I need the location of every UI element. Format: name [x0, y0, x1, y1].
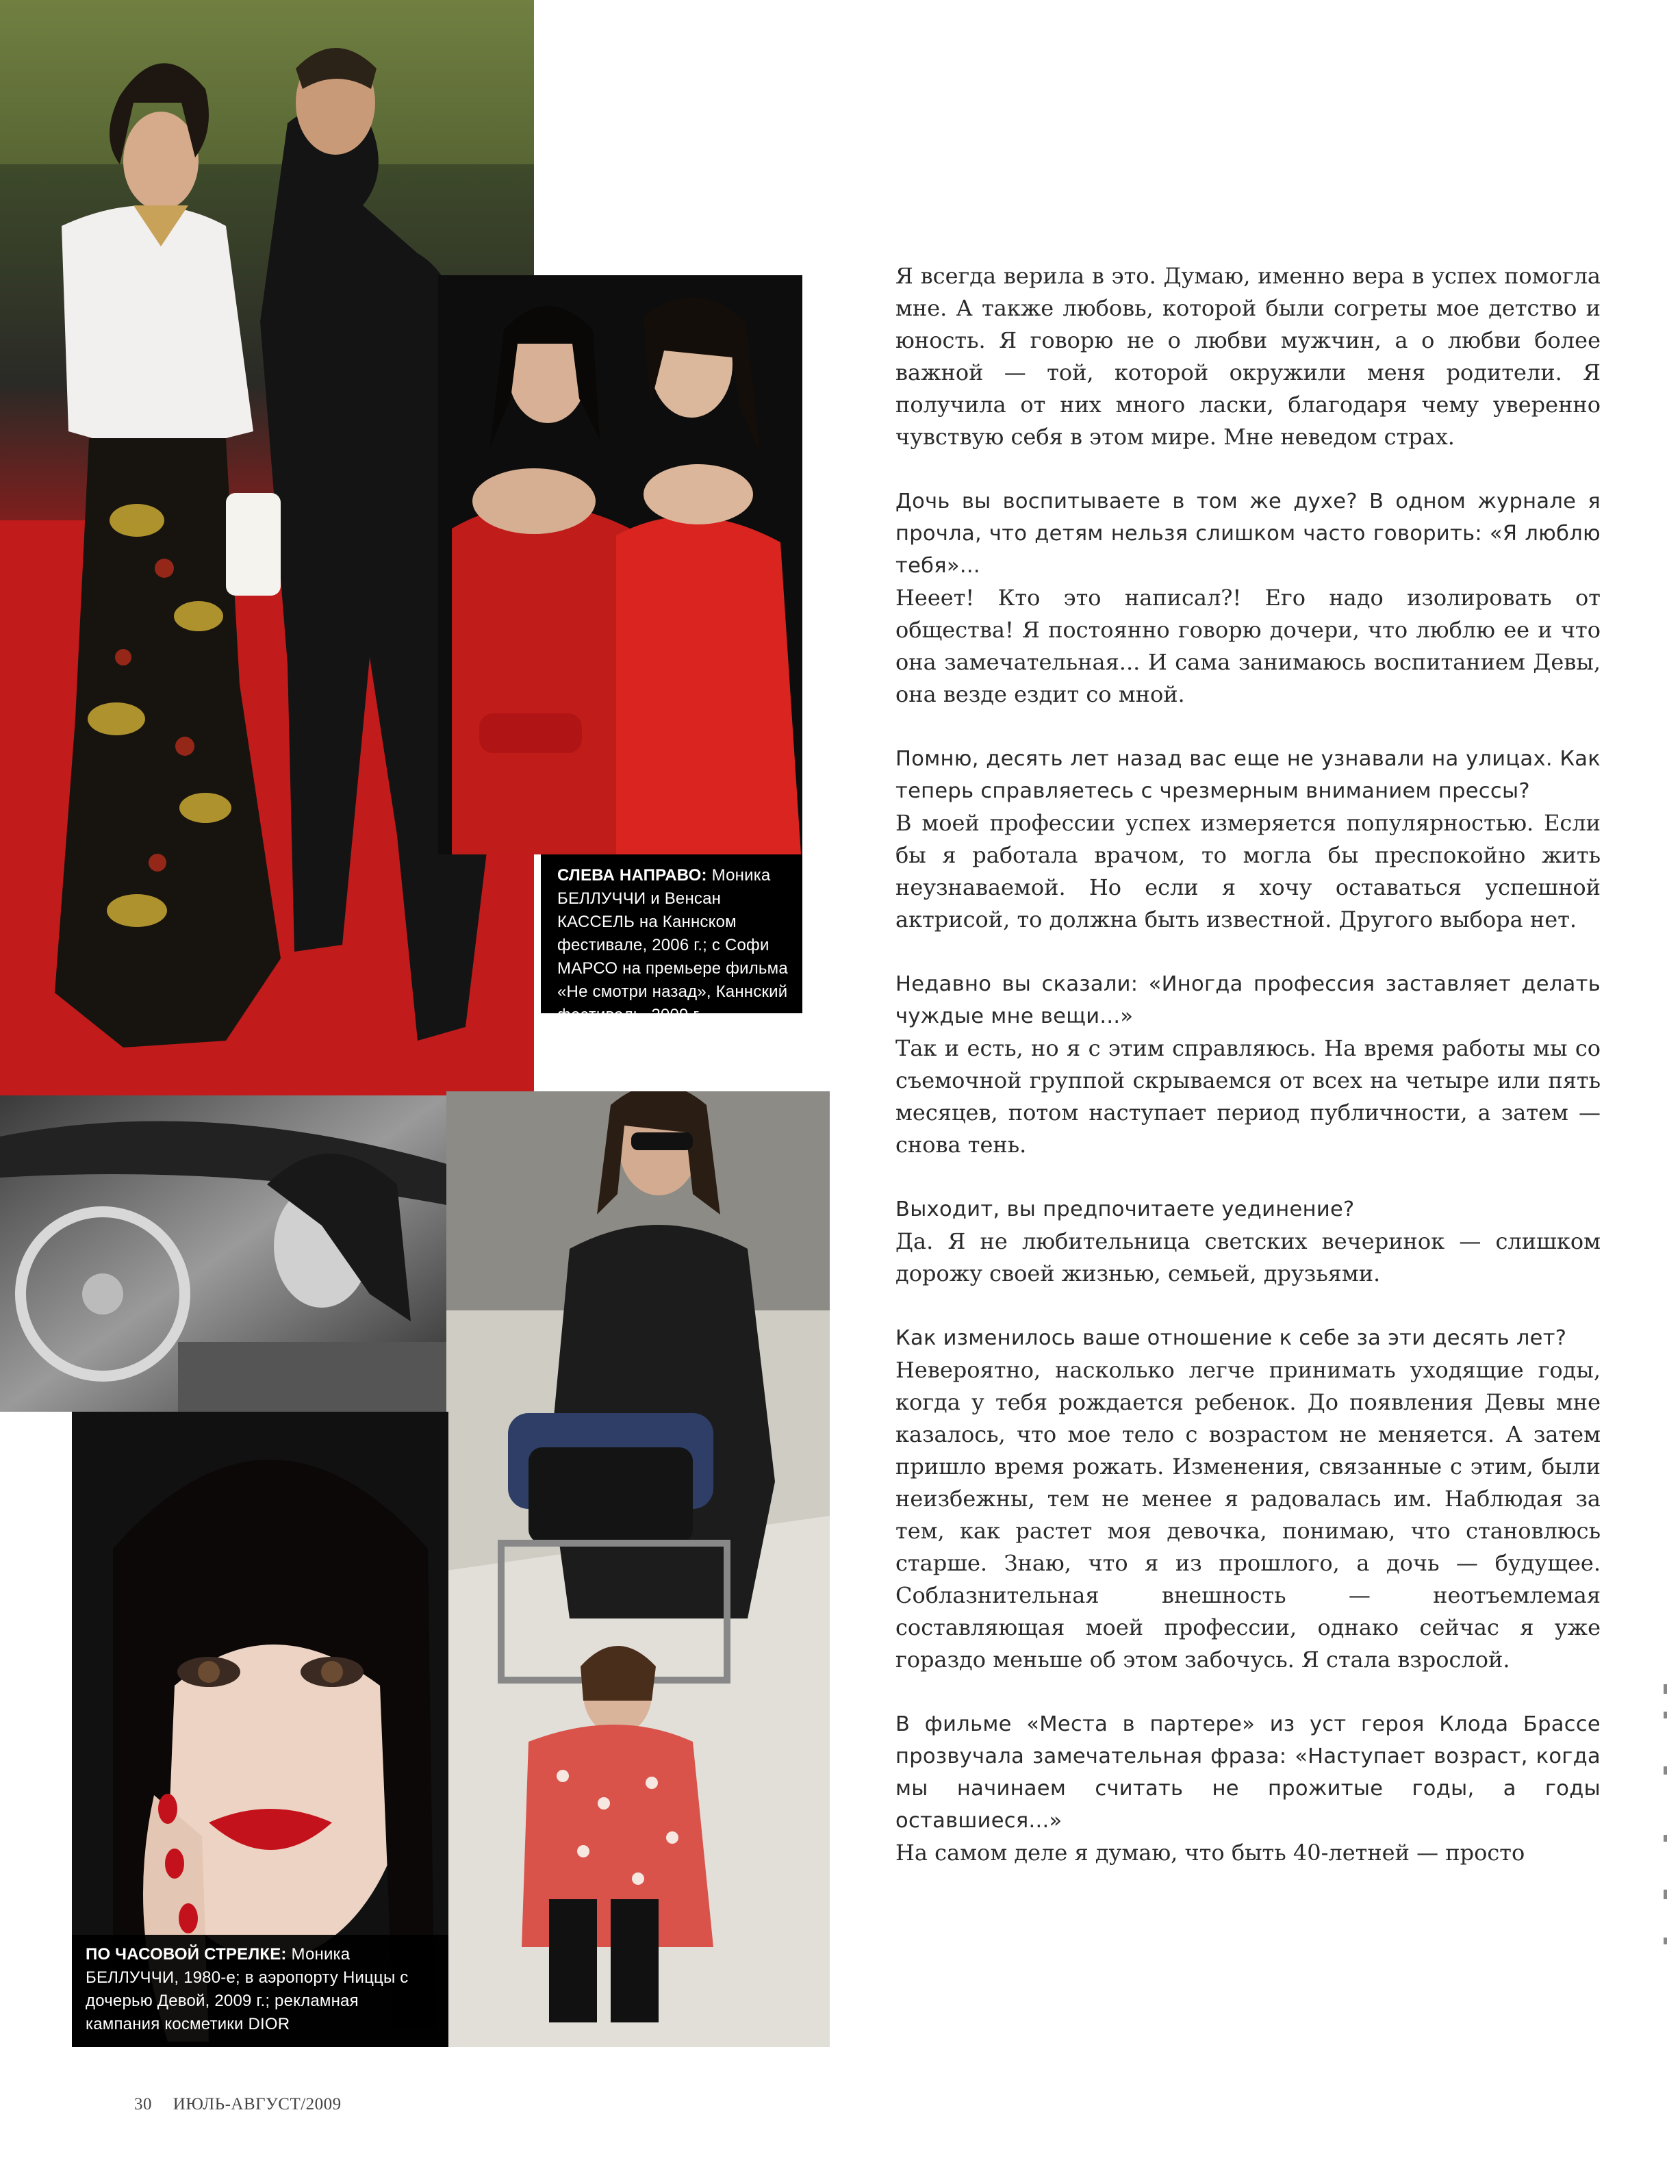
question-text: Помню, десять лет назад вас еще не узнавали на улицах. Как теперь справляетесь с чрезмерным вниманием прессы? — [895, 747, 1601, 803]
photo-airport-daughter — [446, 1091, 830, 2047]
caption-label: ПО ЧАСОВОЙ СТРЕЛКЕ: — [86, 1945, 287, 1964]
question-text: В фильме «Места в партере» из уст героя Клода Брассе прозвучала замечательная фраза: «Наступает возраст, когда мы начинаем считать не прожитые годы, а годы оставшиеся...» — [895, 1712, 1601, 1833]
caption-text: Моника БЕЛЛУЧЧИ и Венсан КАССЕЛЬ на Каннском фестивале, 2006 г.; с Софи МАРСО на премьере фильма «Не смотри назад», Каннский фестиваль, 2009 г. — [557, 866, 788, 1024]
answer-text: В моей профессии успех измеряется популярностью. Если бы я работала врачом, то могла бы преспокойно жить неузнаваемой. Но если я хочу оставаться успешной актрисой, то должна быть известной. Другого выбора нет. — [895, 810, 1601, 932]
answer-text: Нееет! Кто это написал?! Его надо изолировать от общества! Я постоянно говорю дочери, что люблю ее и что она замечательная... И сама занимаюсь воспитанием Девы, она везде ездит со мной. — [895, 585, 1601, 707]
article-paragraph — [895, 743, 1601, 936]
caption-text: Моника БЕЛЛУЧЧИ, 1980-е; в аэропорту Ниццы с дочерью Девой, 2009 г.; рекламная кампания косметики DIOR — [86, 1945, 409, 2033]
question-text: Как изменилось ваше отношение к себе за эти десять лет? — [895, 1326, 1567, 1350]
margin-marks — [1662, 1684, 1669, 1958]
answer-text: Невероятно, насколько легче принимать уходящие годы, когда у тебя рождается ребенок. До появления Девы мне казалось, что мое тело с возрастом не меняется. А затем пришло время рожать. Изменения, связанные с этим, были неизбежны, тем не менее я радовалась им. Наблюдая за тем, как растет моя девочка, понимаю, что становлюсь старше. Знаю, что я из прошлого, а дочь — будущее. Соблазнительная внешность — неотъемлемая составляющая моей профессии, однако сейчас я уже гораздо меньше об этом забочусь. Я стала взрослой. — [895, 1357, 1601, 1673]
article-body — [895, 260, 1601, 1901]
page-number: 30 — [134, 2095, 152, 2113]
article-paragraph — [895, 260, 1601, 453]
photo-bw-car-portrait — [0, 1095, 446, 1412]
article-paragraph — [895, 1322, 1601, 1676]
issue-date: ИЮЛЬ-АВГУСТ/2009 — [173, 2095, 342, 2113]
caption-label: СЛЕВА НАПРАВО: — [557, 866, 707, 885]
answer-text: Так и есть, но я с этим справляюсь. На время работы мы со съемочной группой скрываемся от всех на четыре или пять месяцев, потом наступает период публичности, а затем — снова тень. — [895, 1035, 1601, 1158]
question-text: Выходит, вы предпочитаете уединение? — [895, 1197, 1355, 1221]
question-text: Недавно вы сказали: «Иногда профессия заставляет делать чуждые мне вещи...» — [895, 972, 1601, 1028]
answer-text: Да. Я не любительница светских вечеринок — слишком дорожу своей жизнью, семьей, друзьями. — [895, 1228, 1601, 1286]
article-paragraph — [895, 1708, 1601, 1869]
caption-left-to-right — [541, 854, 802, 1024]
caption-clockwise — [72, 1935, 448, 2047]
page-footer — [134, 2095, 358, 2114]
answer-text: Я всегда верила в это. Думаю, именно вера в успех помогла мне. А также любовь, которой были согреты мое детство и юность. Я говорю не о любви мужчин, а о любви более важной — той, которой окружили меня родители. Я получила от них много ласки, благодаря чему уверенно чувствую себя в этом мире. Мне неведом страх. — [895, 263, 1601, 450]
photo-two-women-red — [438, 275, 802, 854]
article-paragraph — [895, 1193, 1601, 1290]
article-paragraph — [895, 485, 1601, 711]
question-text: Дочь вы воспитываете в том же духе? В одном журнале я прочла, что детям нельзя слишком часто говорить: «Я люблю тебя»... — [895, 490, 1601, 578]
answer-text: На самом деле я думаю, что быть 40-летней — просто — [895, 1840, 1525, 1866]
article-paragraph — [895, 968, 1601, 1161]
